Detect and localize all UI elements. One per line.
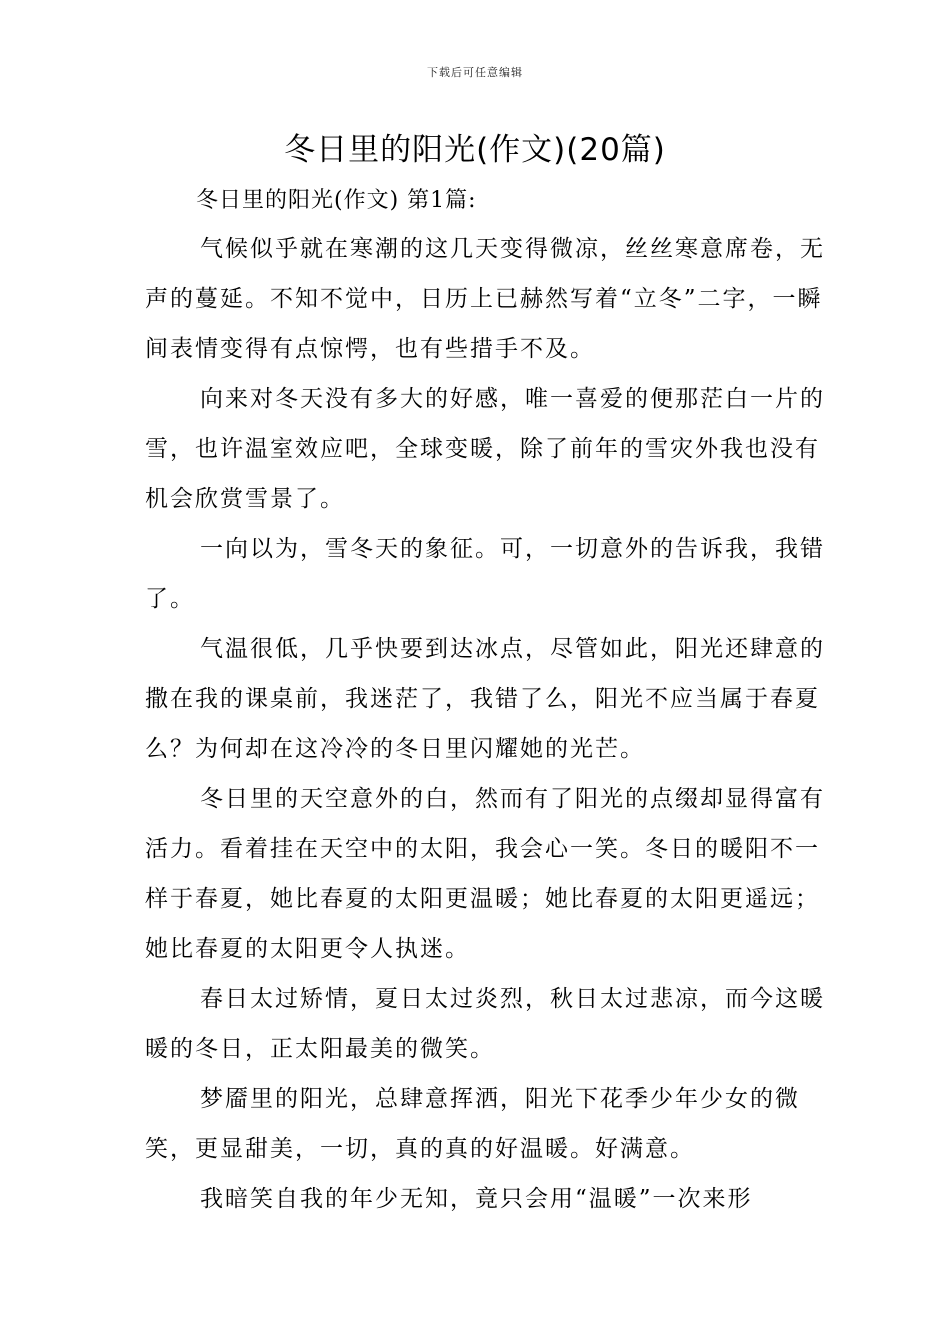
paragraph: 一向以为，雪冬天的象征。可，一切意外的告诉我，我错了。: [145, 536, 825, 612]
paragraph: 春日太过矫情，夏日太过炎烈，秋日太过悲凉，而今这暖暖的冬日，正太阳最美的微笑。: [145, 986, 825, 1062]
paragraph: 气候似乎就在寒潮的这几天变得微凉，丝丝寒意席卷，无声的蔓延。不知不觉中，日历上已赫然写着“立冬”二字，一瞬间表情变得有点惊愕，也有些措手不及。: [145, 236, 825, 362]
paragraph: 冬日里的天空意外的白，然而有了阳光的点缀却显得富有活力。看着挂在天空中的太阳，我会心一笑。冬日的暖阳不一样于春夏，她比春夏的太阳更温暖；她比春夏的太阳更遥远；她比春夏的太阳更令人执迷。: [145, 786, 825, 962]
body-text: [145, 224, 825, 1224]
header-note: 下载后可任意编辑: [427, 66, 523, 79]
section-heading: 冬日里的阳光(作文) 第1篇:: [196, 188, 477, 213]
document-title: 冬日里的阳光(作文)(20篇): [284, 132, 666, 168]
paragraph: 气温很低，几乎快要到达冰点，尽管如此，阳光还肆意的撒在我的课桌前，我迷茫了，我错了么，阳光不应当属于春夏么？为何却在这冷冷的冬日里闪耀她的光芒。: [145, 636, 825, 762]
paragraph: 我暗笑自我的年少无知，竟只会用“温暖”一次来形: [200, 1186, 753, 1212]
paragraph: 梦靥里的阳光，总肆意挥洒，阳光下花季少年少女的微笑，更显甜美，一切，真的真的好温暖。好满意。: [145, 1086, 800, 1162]
paragraph: 向来对冬天没有多大的好感，唯一喜爱的便那茫白一片的雪，也许温室效应吧，全球变暖，除了前年的雪灾外我也没有机会欣赏雪景了。: [145, 386, 825, 512]
